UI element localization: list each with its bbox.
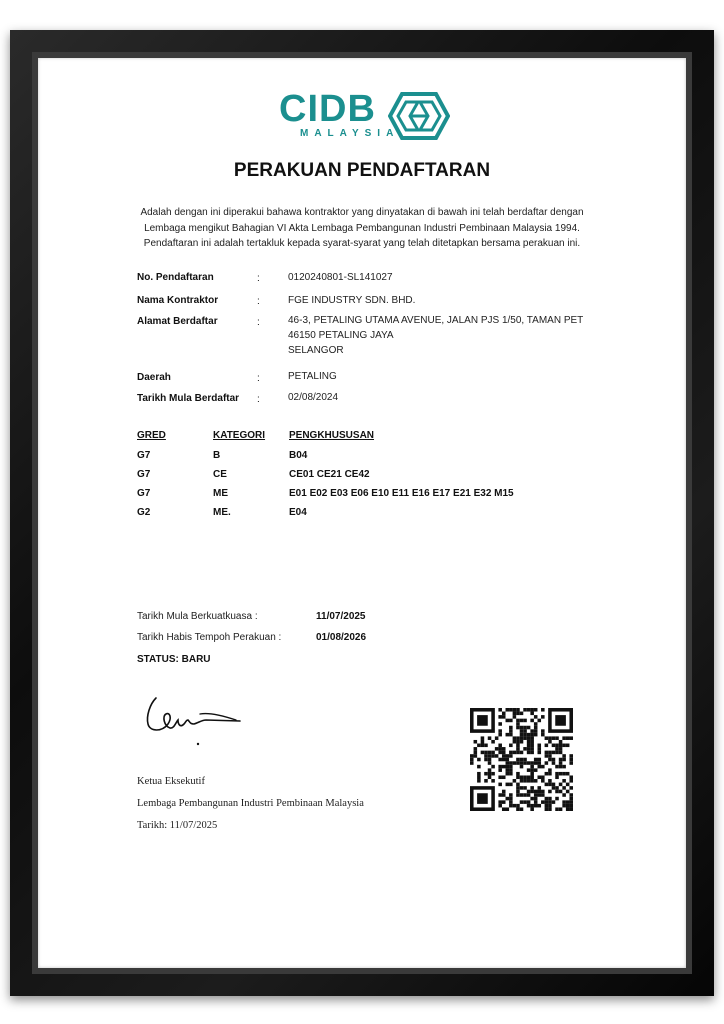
table-header-specialization: PENGKHUSUSAN bbox=[289, 430, 375, 441]
field-label-registration-no: No. Pendaftaran bbox=[137, 272, 214, 283]
field-value-address-line2: 46150 PETALING JAYA bbox=[288, 330, 394, 341]
table-cell-grade: G2 bbox=[137, 507, 151, 518]
table-cell-grade: G7 bbox=[137, 450, 151, 461]
intro-line: Adalah dengan ini diperakui bahawa kontraktor yang dinyatakan di bawah ini telah berdaftar dengan bbox=[140, 207, 584, 218]
table-cell-grade: G7 bbox=[137, 469, 151, 480]
certificate-title: PERAKUAN PENDAFTARAN bbox=[233, 160, 491, 181]
field-label-registration-start: Tarikh Mula Berdaftar bbox=[137, 393, 240, 404]
validity-start-value: 11/07/2025 bbox=[316, 611, 366, 622]
table-header-grade: GRED bbox=[137, 430, 166, 441]
table-cell-category: B bbox=[213, 450, 221, 461]
status-badge: STATUS: BARU bbox=[137, 654, 211, 665]
cidb-logo-emblem-icon bbox=[388, 92, 450, 142]
table-cell-category: CE bbox=[213, 469, 227, 480]
field-value-contractor-name: FGE INDUSTRY SDN. BHD. bbox=[288, 295, 416, 306]
qr-code-icon bbox=[470, 708, 573, 811]
signature-icon bbox=[140, 690, 250, 750]
cidb-logo-text: CIDB bbox=[279, 88, 376, 130]
field-colon: : bbox=[257, 296, 260, 307]
validity-end-label: Tarikh Habis Tempoh Perakuan : bbox=[137, 632, 282, 643]
signatory-organization: Lembaga Pembangunan Industri Pembinaan Malaysia bbox=[137, 798, 364, 809]
table-cell-specialization: E04 bbox=[289, 507, 307, 518]
field-label-district: Daerah bbox=[137, 372, 171, 383]
field-label-registered-address: Alamat Berdaftar bbox=[137, 316, 218, 327]
field-colon: : bbox=[257, 394, 260, 405]
field-value-registration-start: 02/08/2024 bbox=[288, 392, 339, 403]
field-value-registration-no: 0120240801-SL141027 bbox=[288, 272, 393, 283]
signatory-title: Ketua Eksekutif bbox=[137, 776, 205, 787]
intro-line: Pendaftaran ini adalah tertakluk kepada syarat-syarat yang telah ditetapkan bersama perakuan ini. bbox=[143, 238, 581, 249]
intro-line: Lembaga mengikut Bahagian VI Akta Lembaga Pembangunan Industri Pembinaan Malaysia 1994. bbox=[144, 222, 580, 234]
table-cell-grade: G7 bbox=[137, 488, 151, 499]
cidb-logo-subtitle: MALAYSIA bbox=[300, 128, 400, 139]
table-cell-specialization: B04 bbox=[289, 450, 308, 461]
table-cell-category: ME. bbox=[213, 507, 231, 518]
table-cell-specialization: E01 E02 E03 E06 E10 E11 E16 E17 E21 E32 M15 bbox=[289, 488, 514, 499]
table-header-category: KATEGORI bbox=[213, 430, 266, 441]
field-value-address-line1: 46-3, PETALING UTAMA AVENUE, JALAN PJS 1/50, TAMAN PET bbox=[288, 315, 584, 326]
intro-paragraph bbox=[120, 205, 604, 252]
table-cell-category: ME bbox=[213, 488, 228, 499]
signatory-date: Tarikh: 11/07/2025 bbox=[137, 820, 218, 831]
validity-end-value: 01/08/2026 bbox=[316, 632, 367, 643]
certificate-paper bbox=[38, 58, 686, 968]
validity-start-label: Tarikh Mula Berkuatkuasa : bbox=[137, 611, 258, 622]
field-colon: : bbox=[257, 317, 260, 328]
field-colon: : bbox=[257, 273, 260, 284]
field-value-address-line3: SELANGOR bbox=[288, 345, 344, 356]
field-value-district: PETALING bbox=[288, 371, 337, 382]
table-cell-specialization: CE01 CE21 CE42 bbox=[289, 469, 370, 480]
field-label-contractor-name: Nama Kontraktor bbox=[137, 295, 219, 306]
field-colon: : bbox=[257, 373, 260, 384]
